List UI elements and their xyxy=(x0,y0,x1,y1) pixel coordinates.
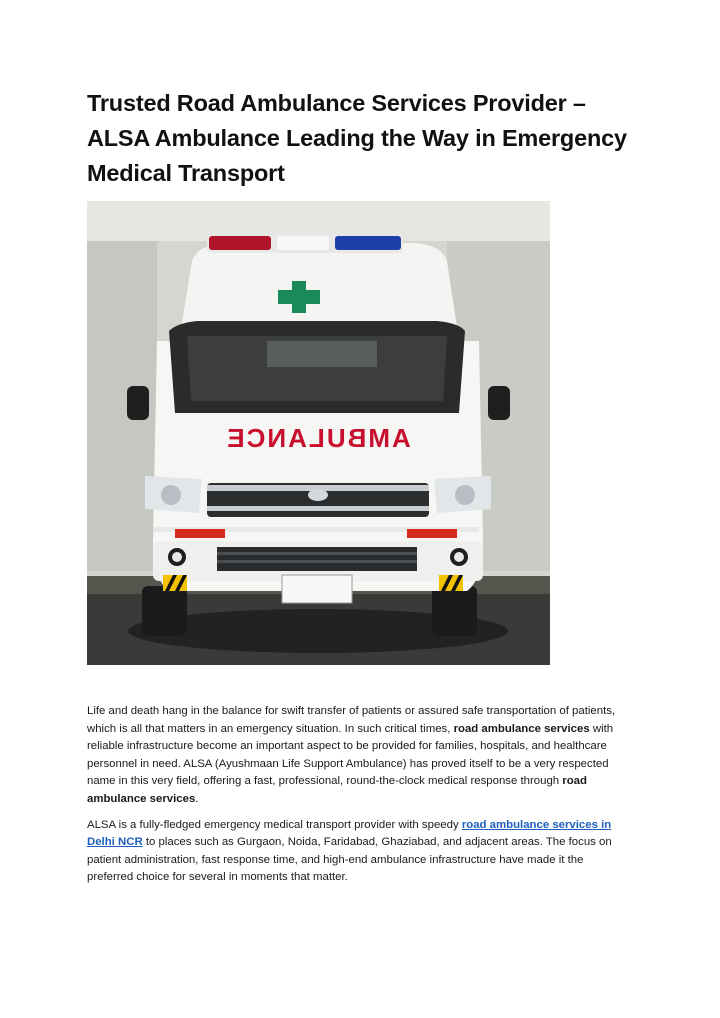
paragraph-about xyxy=(87,817,632,887)
delhi-ncr-link[interactable]: road ambulance services in Delhi NCR xyxy=(87,818,612,849)
paragraph-intro-text-1: Life and death hang in the balance for swift transfer of patients or assured safe transportation of patients, which is all that matters in an emergency situation. In such critical times, xyxy=(87,705,616,735)
ambulance-photo xyxy=(87,201,550,665)
ambulance-lettering: AMBULANCE xyxy=(225,423,411,453)
bold-phrase: road ambulance services xyxy=(453,722,590,735)
bold-phrase: road ambulance services xyxy=(87,775,587,805)
paragraph-intro xyxy=(87,703,632,809)
paragraph-about-text-1: ALSA is a fully-fledged emergency medical transport provider with speedy xyxy=(87,818,462,831)
paragraph-intro-text-3: . xyxy=(195,792,199,805)
ambulance-photo-illustration xyxy=(87,201,550,665)
paragraph-about-text-2: to places such as Gurgaon, Noida, Faridabad, Ghaziabad, and adjacent areas. The focus on patient administration, fast response time, and high-end ambulance infrastructure have made it the preferred choice for several in moments that matter. xyxy=(87,836,612,884)
paragraph-intro-text-2: with reliable infrastructure become an important aspect to be provided for families, hospitals, and healthcare personnel in need. ALSA (Ayushmaan Life Support Ambulance) has proved itself to be a very respected name in this very field, offering a fast, professional, round-the-clock medical response through xyxy=(87,722,614,788)
article-body xyxy=(87,703,632,895)
article-title: Trusted Road Ambulance Services Provider – ALSA Ambulance Leading the Way in Emergency Medical Transport xyxy=(87,90,627,186)
